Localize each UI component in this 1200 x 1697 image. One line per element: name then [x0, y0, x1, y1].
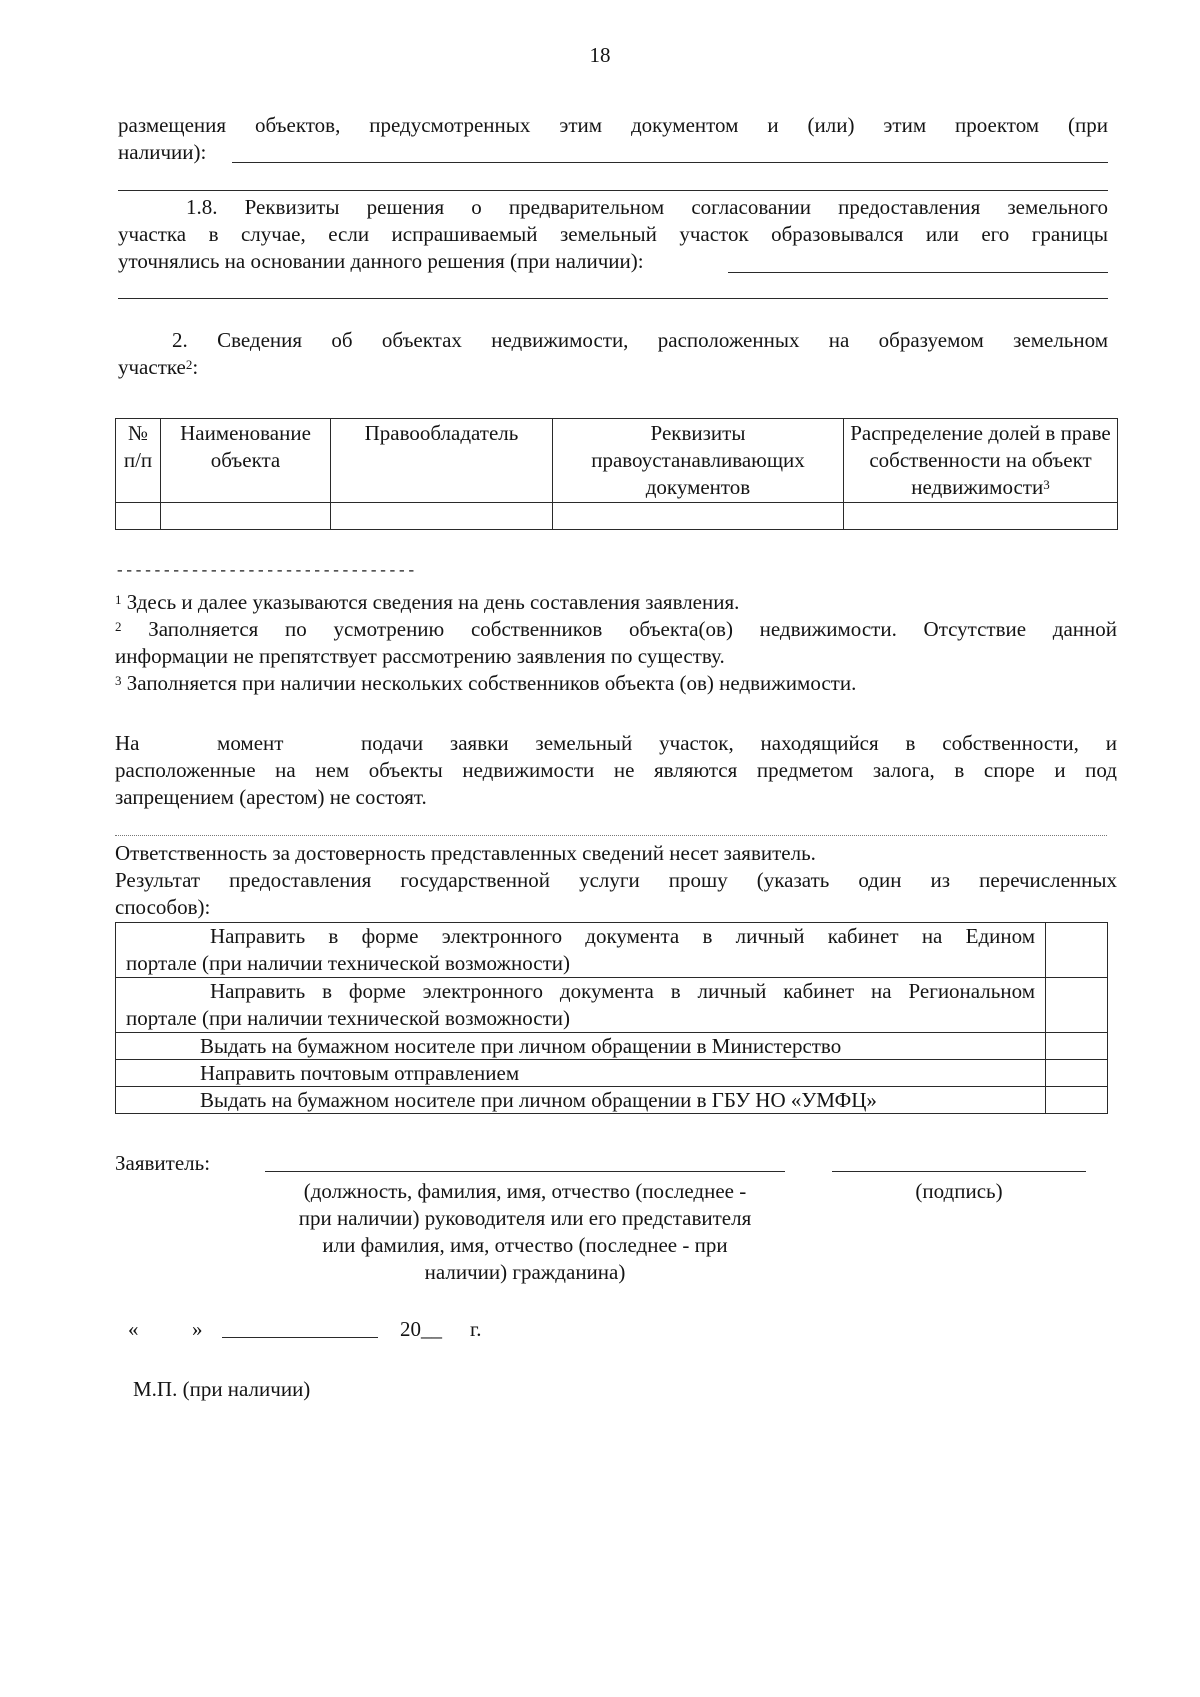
- footnote-2-line-2: информации не препятствует рассмотрению заявления по существу.: [115, 644, 725, 668]
- column-header-documents: Реквизиты правоустанавливающих документов: [553, 419, 844, 503]
- fill-line[interactable]: [118, 190, 1108, 191]
- fill-line[interactable]: [232, 162, 1108, 163]
- result-line-2: способов):: [115, 895, 211, 919]
- delivery-options-table: [115, 922, 1108, 1114]
- footnote-2-line-1: $^2$ Заполняется по усмотрению собственников объекта(ов) недвижимости. Отсутствие данной: [115, 617, 1117, 641]
- section-2-line-2: участке$^2$:: [118, 355, 199, 379]
- continuation-line-1: размещения объектов, предусмотренных этим документом и (или) этим проектом (при: [118, 113, 1108, 137]
- column-header-owner: Правообладатель: [331, 419, 553, 503]
- stamp-place: М.П. (при наличии): [133, 1377, 311, 1401]
- footnote-separator: --------------------------------: [115, 562, 416, 580]
- delivery-option-checkbox[interactable]: [1046, 923, 1108, 978]
- real-estate-objects-table: [115, 418, 1118, 530]
- date-open-quote: «: [128, 1317, 139, 1341]
- footnote-3: $^3$ Заполняется при наличии нескольких собственников объекта (ов) недвижимости.: [115, 671, 857, 695]
- fill-line[interactable]: [728, 272, 1108, 273]
- date-suffix: г.: [470, 1317, 482, 1341]
- position-caption: (должность, фамилия, имя, отчество (последнее - при наличии) руководителя или его представителя или фамилия, имя, отчество (последнее - при наличии) гражданина): [298, 1179, 752, 1284]
- result-line-1: Результат предоставления государственной услуги прошу (указать один из перечисленных: [115, 868, 1117, 892]
- applicant-label: Заявитель:: [115, 1151, 211, 1175]
- section-1-8-line-2: участка в случае, если испрашиваемый земельный участок образовывался или его границы: [118, 222, 1108, 246]
- footnote-ref: 3: [1043, 477, 1050, 492]
- date-month-field[interactable]: [222, 1337, 378, 1338]
- pledge-line-3: запрещением (арестом) не состоят.: [115, 785, 427, 809]
- footnote-ref: 2: [185, 357, 193, 372]
- delivery-option-row: [116, 1087, 1108, 1114]
- pledge-line-1: На момент подачи заявки земельный участок, находящийся в собственности, и: [115, 731, 1117, 755]
- column-header-name: Наименование объекта: [161, 419, 331, 503]
- column-header-number: № п/п: [116, 419, 161, 503]
- delivery-option-row: [116, 923, 1108, 978]
- delivery-option-text: Направить почтовым отправлением: [116, 1060, 1046, 1087]
- delivery-option-row: [116, 1060, 1108, 1087]
- date-year[interactable]: 20__: [400, 1317, 442, 1341]
- delivery-option-text: Направить в форме электронного документа в личный кабинет на Едином портале (при наличии технической возможности): [116, 923, 1046, 978]
- section-2-line-1: 2. Сведения об объектах недвижимости, расположенных на образуемом земельном: [172, 328, 1108, 352]
- responsibility-text: Ответственность за достоверность представленных сведений несет заявитель.: [115, 841, 816, 865]
- signature-caption: (подпись): [915, 1179, 1003, 1203]
- table-cell[interactable]: [116, 503, 161, 530]
- delivery-option-checkbox[interactable]: [1046, 1033, 1108, 1060]
- delivery-option-row: [116, 978, 1108, 1033]
- delivery-option-checkbox[interactable]: [1046, 1087, 1108, 1114]
- continuation-line-2: наличии):: [118, 140, 207, 164]
- pledge-line-2: расположенные на нем объекты недвижимости не являются предметом залога, в споре и под: [115, 758, 1117, 782]
- delivery-option-checkbox[interactable]: [1046, 1060, 1108, 1087]
- section-1-8-line-1: 1.8. Реквизиты решения о предварительном согласовании предоставления земельного: [186, 195, 1108, 219]
- table-cell[interactable]: [844, 503, 1118, 530]
- table-header-row: [116, 419, 1118, 503]
- fill-line[interactable]: [118, 298, 1108, 299]
- delivery-option-row: [116, 1033, 1108, 1060]
- date-close-quote: »: [192, 1317, 203, 1341]
- delivery-option-text: Выдать на бумажном носителе при личном обращении в Министерство: [116, 1033, 1046, 1060]
- separator-line: [115, 835, 1107, 836]
- applicant-position-field[interactable]: [265, 1171, 785, 1172]
- table-cell[interactable]: [331, 503, 553, 530]
- delivery-option-checkbox[interactable]: [1046, 978, 1108, 1033]
- footnote-1: $^1$ Здесь и далее указываются сведения на день составления заявления.: [115, 590, 740, 614]
- table-cell[interactable]: [161, 503, 331, 530]
- page-number: 18: [589, 43, 611, 67]
- signature-field[interactable]: [832, 1171, 1086, 1172]
- table-cell[interactable]: [553, 503, 844, 530]
- delivery-option-text: Направить в форме электронного документа в личный кабинет на Региональном портале (при наличии технической возможности): [116, 978, 1046, 1033]
- section-1-8-line-3: уточнялись на основании данного решения (при наличии):: [118, 249, 644, 273]
- column-header-shares: Распределение долей в праве собственности на объект недвижимости$^3$: [844, 419, 1118, 503]
- delivery-option-text: Выдать на бумажном носителе при личном обращении в ГБУ НО «УМФЦ»: [116, 1087, 1046, 1114]
- table-row: [116, 503, 1118, 530]
